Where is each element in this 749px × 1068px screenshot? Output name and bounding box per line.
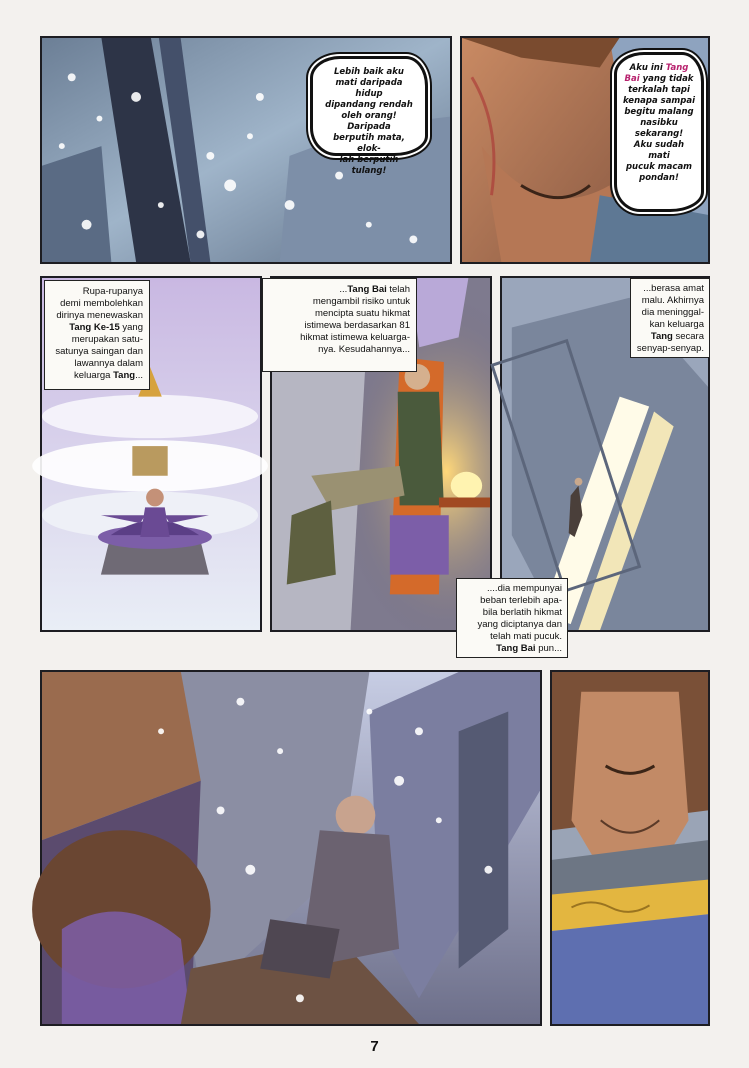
caption-line — [275, 344, 410, 356]
bubble-line: lah berputih tulang! — [339, 155, 399, 176]
caption-text: mengambil risiko untuk — [312, 296, 410, 307]
caption-text: yang — [119, 322, 143, 333]
caption-line — [275, 332, 410, 344]
bubble-text: kenapa sampai — [622, 96, 696, 106]
caption-line — [636, 331, 704, 343]
bubble-line: dipandang rendah — [325, 100, 413, 110]
panel-6-artwork — [42, 672, 540, 1024]
panel-1-snow-scene — [40, 36, 452, 264]
bubble-line — [622, 162, 696, 173]
bubble-line: Lebih baik aku — [334, 67, 404, 77]
caption-line — [462, 607, 562, 619]
caption-bold-name: Tang Bai — [347, 284, 387, 295]
caption-text: Rupa-rupanya — [82, 286, 143, 297]
bubble-line: oleh orang! Daripada — [341, 111, 397, 132]
caption-text: telah mati pucuk. — [490, 631, 562, 642]
caption-text: dia meninggal- — [641, 307, 704, 318]
caption-line — [51, 358, 143, 370]
caption-text: nya. Kesudahannya... — [318, 344, 410, 355]
narration-caption-panel-4 — [262, 278, 417, 372]
panel-7-man-gold-collar — [550, 670, 710, 1026]
bubble-text: begitu malang — [624, 107, 694, 117]
caption-text: kan keluarga — [649, 319, 704, 330]
panel-7-artwork — [552, 672, 708, 1024]
bubble-line — [622, 107, 696, 118]
caption-bold-name: Tang — [650, 331, 673, 342]
caption-line — [275, 284, 410, 296]
panel-2-face-closeup — [460, 36, 710, 264]
caption-line — [462, 595, 562, 607]
caption-text: secara — [672, 331, 704, 342]
caption-text: malu. Akhirnya — [641, 295, 704, 306]
bubble-text: pucuk macam — [625, 162, 693, 172]
panel-5-doorway — [477, 276, 710, 654]
bubble-text: Aku sudah mati — [633, 140, 685, 161]
caption-line — [636, 307, 704, 319]
bubble-line — [622, 85, 696, 96]
caption-line — [51, 286, 143, 298]
bubble-text: yang tidak — [639, 74, 694, 84]
panel-3-meditation — [40, 276, 262, 632]
caption-text: ....dia mempunyai — [487, 583, 562, 594]
caption-text: satunya saingan dan — [55, 346, 143, 357]
bubble-line — [622, 118, 696, 140]
caption-line — [636, 343, 704, 355]
narration-caption-panel-5-bottom — [456, 578, 568, 658]
caption-line — [51, 334, 143, 346]
caption-text: yang diciptanya dan — [477, 619, 562, 630]
caption-line — [275, 320, 410, 332]
caption-text: keluarga — [73, 370, 114, 381]
caption-line — [636, 319, 704, 331]
narration-caption-panel-3 — [44, 280, 150, 390]
caption-text: istimewa berdasarkan 81 — [304, 320, 410, 331]
caption-line — [51, 346, 143, 358]
panel-6-kneeling-figure — [40, 670, 542, 1026]
bubble-text: nasibku sekarang! — [634, 118, 684, 139]
caption-text: merupakan satu- — [71, 334, 143, 345]
caption-text: dirinya menewaskan — [56, 310, 143, 321]
caption-bold-name: Tang Bai — [496, 643, 536, 654]
bubble-line — [622, 173, 696, 184]
caption-line — [462, 631, 562, 643]
caption-text: ... — [339, 284, 348, 295]
caption-line — [51, 298, 143, 310]
caption-text: mencipta suatu hikmat — [314, 308, 410, 319]
bubble-line — [622, 74, 696, 85]
caption-bold-name: Tang — [113, 370, 136, 381]
caption-text: beban terlebih apa- — [480, 595, 562, 606]
bubble-line — [622, 140, 696, 162]
caption-text: ... — [135, 370, 143, 381]
bubble-line: mati daripada hidup — [335, 78, 403, 99]
caption-line — [275, 296, 410, 308]
bubble-line — [622, 63, 696, 74]
caption-line — [51, 322, 143, 334]
caption-line — [51, 310, 143, 322]
page-number: 7 — [370, 1038, 379, 1055]
bubble-text: terkalah tapi — [628, 85, 690, 95]
caption-text: hikmat istimewa keluarga- — [300, 332, 410, 343]
narration-caption-panel-5-top — [630, 278, 710, 358]
speech-bubble-panel-2 — [614, 52, 704, 212]
bubble-line: berputih mata, elok- — [333, 133, 405, 154]
caption-line — [636, 283, 704, 295]
caption-line — [636, 295, 704, 307]
caption-line — [275, 308, 410, 320]
bubble-name-highlight: Tang — [665, 63, 689, 73]
caption-line — [462, 619, 562, 631]
caption-text: pun... — [535, 643, 562, 654]
caption-text: senyap-senyap. — [636, 343, 704, 354]
caption-text: telah — [386, 284, 410, 295]
bubble-name-highlight: Bai — [624, 74, 640, 84]
caption-text: lawannya dalam — [74, 358, 143, 369]
caption-text: bila berlatih hikmat — [482, 607, 562, 618]
speech-bubble-panel-1 — [310, 56, 428, 176]
bubble-text: Aku ini — [629, 63, 666, 73]
caption-line — [462, 643, 562, 655]
bubble-line — [622, 96, 696, 107]
caption-text: demi membolehkan — [60, 298, 143, 309]
caption-text: ...berasa amat — [643, 283, 704, 294]
caption-bold-name: Tang Ke-15 — [69, 322, 120, 333]
caption-line — [51, 370, 143, 382]
caption-line — [462, 583, 562, 595]
bubble-text: pondan! — [639, 173, 679, 183]
